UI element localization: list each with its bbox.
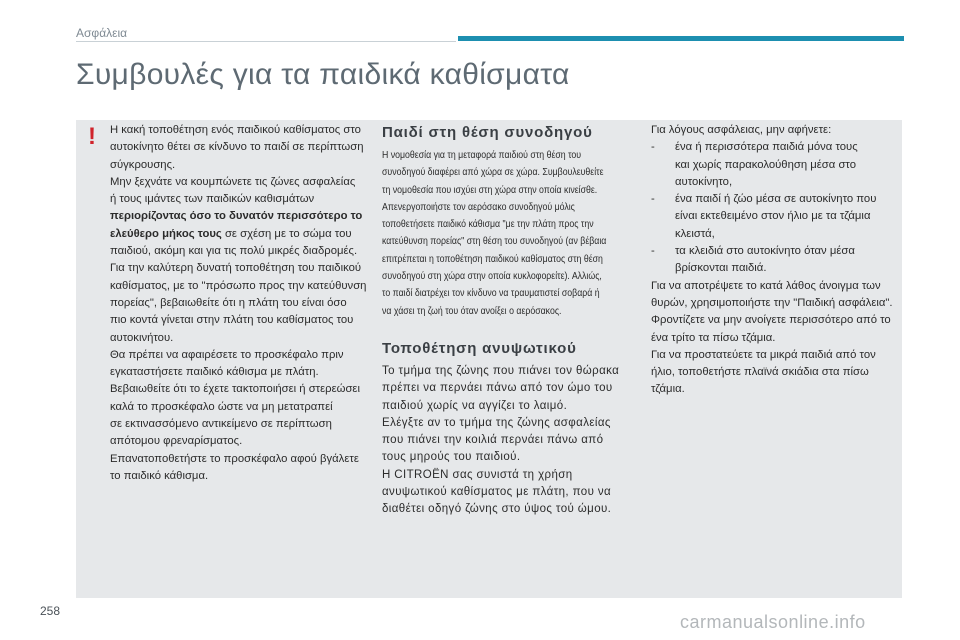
text-line: Επανατοποθετήστε το προσκέφαλο αφού βγάλετε (110, 452, 359, 465)
exclamation-mark-icon: ! (88, 123, 96, 150)
header-divider (76, 41, 456, 42)
text-line: παιδιού χωρίς να αγγίζει το λαιμό. (382, 399, 568, 412)
intro-line: Για λόγους ασφάλειας, μην αφήνετε: (651, 124, 832, 136)
text-line: Η κακή τοποθέτηση ενός παιδικού καθίσματος στο (110, 124, 361, 136)
page-number: 258 (40, 604, 61, 618)
text-line: ήλιο, τοποθετήστε πλαϊνά σκιάδια στα πίσω (651, 366, 869, 379)
spacer (382, 320, 632, 338)
text-line: Ελέγξτε αν το τμήμα της ζώνης ασφαλείας (382, 416, 611, 429)
dash-bullet: - (651, 245, 655, 258)
text-line: συνοδηγού στη χώρα στην οποία κυκλοφορείτε). Αλλιώς, (382, 271, 602, 283)
page-title: Συμβουλές για τα παιδικά καθίσματα (76, 58, 570, 91)
dash-bullet: - (651, 141, 655, 154)
text-line: που πιάνει την κοιλιά περνάει πάνω από (382, 434, 604, 447)
list-item-continuation: κλειστά, (675, 227, 715, 240)
section-label: Ασφάλεια (76, 26, 128, 40)
text-line: καθίσματος, με το "πρόσωπο προς την κατεύθυνση (110, 279, 367, 292)
watermark-text: carmanualsonline.info (680, 612, 866, 632)
text-line: ανυψωτικού καθίσματος με πλάτη, που να (382, 486, 612, 499)
text-line: τους μηρούς του παιδιού. (382, 451, 521, 464)
text-line: συνοδηγού διαφέρει από χώρα σε χώρα. Συμβουλευθείτε (382, 167, 604, 179)
text-line: Βεβαιωθείτε ότι το έχετε τακτοποιήσει ή στερεώσει (110, 383, 360, 396)
list-item-continuation: αυτοκίνητο, (675, 175, 733, 188)
text-line: Η CITROËN σας συνιστά τη χρήση (382, 468, 573, 481)
list-item (651, 139, 895, 156)
text-line: διαθέτει οδηγό ζώνης στο ύψος τού ώμου. (382, 503, 612, 516)
safety-tips-column (651, 122, 895, 399)
text-line: το παιδικό κάθισμα. (110, 469, 209, 482)
list-item-text: ένα ή περισσότερα παιδιά μόνα τους (675, 141, 858, 154)
text-line: σύγκρουσης. (110, 158, 176, 171)
section-heading-passenger-seat: Παιδί στη θέση συνοδηγού (382, 124, 593, 141)
text-line: πιο κοντά γίνεται στην πλάτη του καθίσματος του (110, 314, 354, 327)
text-line: Απενεργοποιήστε τον αερόσακο συνοδηγού μόλις (382, 201, 575, 213)
text-line: το παιδί διατρέχει τον κίνδυνο να τραυματιστεί σοβαρά ή (382, 288, 600, 300)
text-line: σε εκτινασσόμενο αντικείμενο σε περίπτωση (110, 418, 332, 431)
list-item-text: τα κλειδιά στο αυτοκίνητο όταν μέσα (675, 245, 855, 258)
child-seat-column (382, 122, 632, 519)
text-line: αυτοκινήτου. (110, 331, 174, 344)
list-item (651, 191, 895, 208)
list-item-continuation: και χωρίς παρακολούθηση μέσα στο (675, 158, 856, 171)
text-line: κατεύθυνση πορείας" στη θέση του συνοδηγού (αν βέβαια (382, 236, 607, 248)
text-line: ή τους ιμάντες των παιδικών καθισμάτων (110, 193, 315, 206)
bold-fragment: ελεύθερο μήκος τους (110, 227, 222, 240)
text-line: Για να αποτρέψετε το κατά λάθος άνοιγμα των (651, 279, 881, 292)
text-line: ένα τρίτο τα πίσω τζάμια. (651, 331, 776, 344)
list-item-continuation: βρίσκονται παιδιά. (675, 262, 767, 275)
text-line: καλά το προσκέφαλο ώστε να μη μετατραπεί (110, 400, 333, 413)
text-line: Θα πρέπει να αφαιρέσετε το προσκέφαλο πριν (110, 348, 344, 361)
text-line: θυρών, χρησιμοποιήστε την "Παιδική ασφάλεια". (651, 296, 893, 309)
text-line: τζάμια. (651, 383, 685, 396)
text-line: Μην ξεχνάτε να κουμπώνετε τις ζώνες ασφαλείας (110, 175, 356, 188)
text-line: Φροντίζετε να μην ανοίγετε περισσότερο από το (651, 314, 891, 327)
text-line: να χάσει τη ζωή του όταν ανοίξει ο αερόσακος. (382, 305, 562, 317)
warning-column (110, 122, 367, 485)
text-line: Η νομοθεσία για τη μεταφορά παιδιού στη θέση του (382, 150, 582, 161)
text-line: παιδιού, ακόμη και για τις πολύ μικρές διαδρομές. (110, 245, 358, 258)
list-item-text: ένα παιδί ή ζώο μέσα σε αυτοκίνητο που (675, 193, 877, 206)
list-item (651, 243, 895, 260)
text-line-bold: περιορίζοντας όσο το δυνατόν περισσότερο το (110, 210, 363, 223)
text-line: εγκαταστήσετε παιδικό κάθισμα με πλάτη. (110, 366, 319, 379)
text-line: τοποθετήσετε παιδικό κάθισμα "με την πλάτη προς την (382, 219, 594, 231)
header-accent-bar (458, 36, 904, 41)
text-line: Το τμήμα της ζώνης που πιάνει τον θώρακα (382, 364, 620, 377)
text-line: πρέπει να περνάει πάνω από τον ώμο του (382, 382, 613, 395)
text-line: Για να προστατεύετε τα μικρά παιδιά από τον (651, 348, 876, 361)
text-line-mixed (110, 226, 362, 243)
text-line: πορείας", βεβαιωθείτε ότι η πλάτη του είναι όσο (110, 296, 347, 309)
text-fragment: σε σχέση με το σώμα του (221, 227, 352, 240)
text-line: τη νομοθεσία που ισχύει στη χώρα στην οποία κινείσθε. (382, 184, 598, 196)
text-line: επιτρέπεται η τοποθέτηση παιδικού καθίσματος στη θέση (382, 253, 603, 265)
dash-bullet: - (651, 193, 655, 206)
text-line: αυτοκίνητο θέτει σε κίνδυνο το παιδί σε περίπτωση (110, 141, 364, 154)
text-line: απότομου φρεναρίσματος. (110, 435, 243, 448)
section-heading-booster: Τοποθέτηση ανυψωτικού (382, 339, 577, 357)
text-line: Για την καλύτερη δυνατή τοποθέτηση του παιδικού (110, 262, 362, 275)
list-item-continuation: είναι εκτεθειμένο στον ήλιο με τα τζάμια (675, 210, 871, 223)
